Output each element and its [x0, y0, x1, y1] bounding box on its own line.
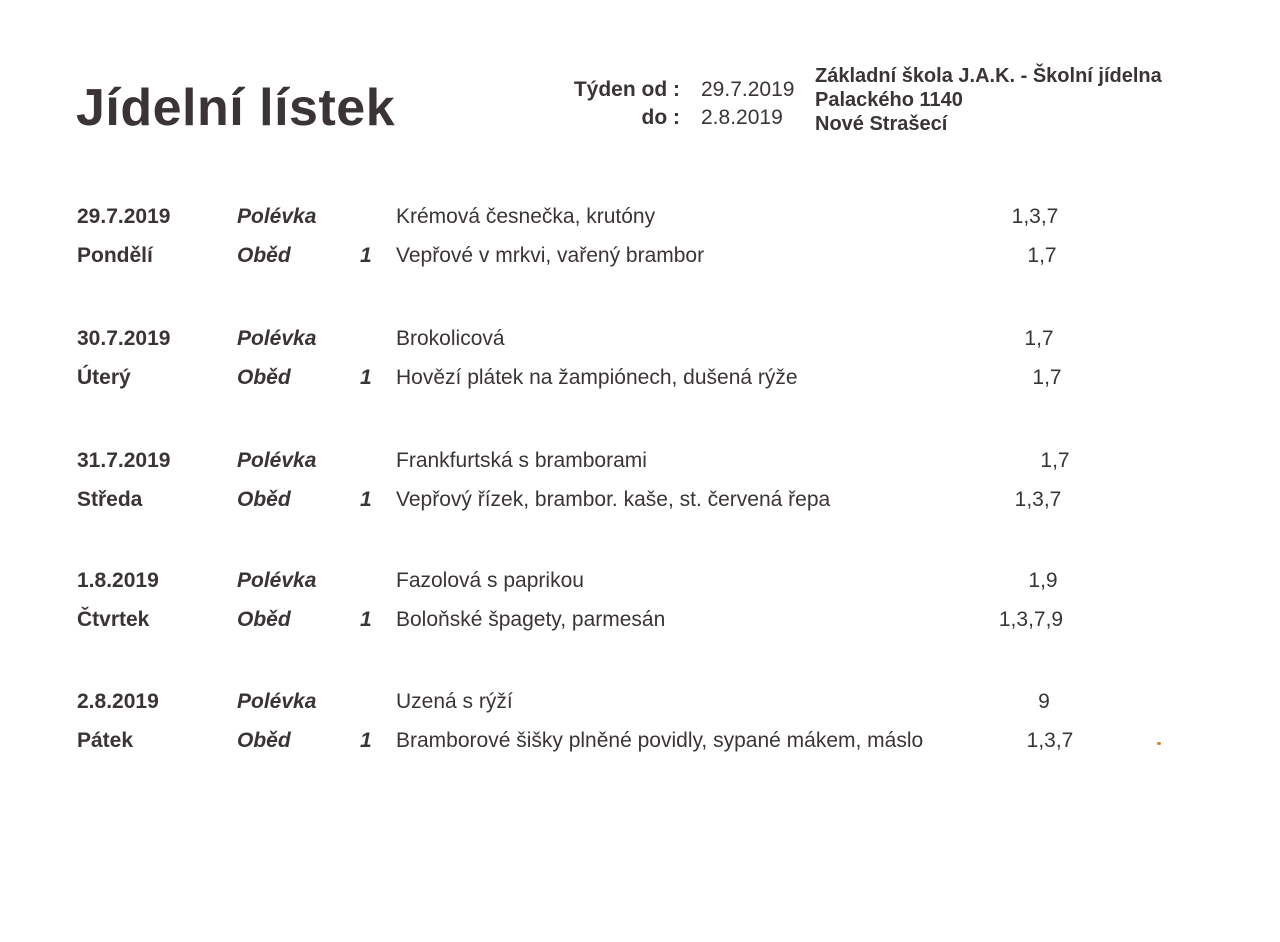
- soup-label: Polévka: [237, 205, 317, 228]
- lunch-number: 1: [360, 488, 372, 511]
- soup-dish: Brokolicová: [396, 327, 505, 350]
- soup-allergens: 1,7: [1040, 449, 1070, 472]
- day-name: Pondělí: [77, 244, 153, 267]
- day-block-thursday: [0, 569, 1280, 649]
- soup-allergens: 1,9: [1028, 569, 1058, 592]
- lunch-allergens: 1,7: [1027, 244, 1057, 267]
- week-to-label: do :: [641, 106, 680, 129]
- day-name: Pátek: [77, 729, 134, 752]
- lunch-dish: Vepřové v mrkvi, vařený brambor: [396, 244, 705, 267]
- school-address: [815, 64, 1162, 136]
- page-title: Jídelní lístek: [76, 79, 396, 137]
- lunch-label: Oběd: [237, 488, 291, 511]
- lunch-dish: Boloňské špagety, parmesán: [396, 608, 666, 631]
- soup-dish: Fazolová s paprikou: [396, 569, 584, 592]
- lunch-label: Oběd: [237, 608, 291, 631]
- lunch-label: Oběd: [237, 729, 291, 752]
- lunch-allergens: 1,3,7: [1026, 729, 1074, 752]
- day-name: Středa: [77, 488, 143, 511]
- lunch-label: Oběd: [237, 244, 291, 267]
- lunch-allergens: 1,7: [1032, 366, 1062, 389]
- day-block-wednesday: [0, 449, 1280, 529]
- week-from-date: 29.7.2019: [701, 78, 795, 101]
- scan-speck: [1157, 742, 1161, 745]
- day-date: 29.7.2019: [77, 205, 171, 228]
- lunch-number: 1: [360, 608, 372, 631]
- soup-allergens: 9: [1038, 690, 1050, 713]
- soup-dish: Frankfurtská s bramborami: [396, 449, 647, 472]
- school-street: Palackého 1140: [815, 89, 963, 111]
- soup-label: Polévka: [237, 449, 317, 472]
- lunch-dish: Bramborové šišky plněné povidly, sypané mákem, máslo: [396, 729, 924, 752]
- day-block-friday: [0, 690, 1280, 770]
- week-to-date: 2.8.2019: [701, 106, 783, 129]
- day-date: 1.8.2019: [77, 569, 159, 592]
- day-date: 2.8.2019: [77, 690, 159, 713]
- lunch-number: 1: [360, 729, 372, 752]
- soup-allergens: 1,3,7: [1011, 205, 1059, 228]
- day-date: 31.7.2019: [77, 449, 171, 472]
- lunch-number: 1: [360, 366, 372, 389]
- soup-dish: Krémová česnečka, krutóny: [396, 205, 656, 228]
- day-date: 30.7.2019: [77, 327, 171, 350]
- soup-label: Polévka: [237, 690, 317, 713]
- soup-allergens: 1,7: [1024, 327, 1054, 350]
- day-block-tuesday: [0, 327, 1280, 407]
- school-name: Základní škola J.A.K. - Školní jídelna: [815, 65, 1162, 87]
- day-block-monday: [0, 205, 1280, 285]
- week-from-label: Týden od :: [573, 78, 680, 101]
- lunch-label: Oběd: [237, 366, 291, 389]
- lunch-dish: Hovězí plátek na žampiónech, dušená rýže: [396, 366, 798, 389]
- soup-label: Polévka: [237, 569, 317, 592]
- day-name: Čtvrtek: [77, 608, 150, 631]
- soup-dish: Uzená s rýží: [396, 690, 513, 713]
- lunch-allergens: 1,3,7,9: [998, 608, 1064, 631]
- school-city: Nové Strašecí: [815, 113, 948, 135]
- lunch-number: 1: [360, 244, 372, 267]
- day-name: Úterý: [77, 366, 131, 389]
- soup-label: Polévka: [237, 327, 317, 350]
- lunch-allergens: 1,3,7: [1014, 488, 1062, 511]
- lunch-dish: Vepřový řízek, brambor. kaše, st. červená řepa: [396, 488, 831, 511]
